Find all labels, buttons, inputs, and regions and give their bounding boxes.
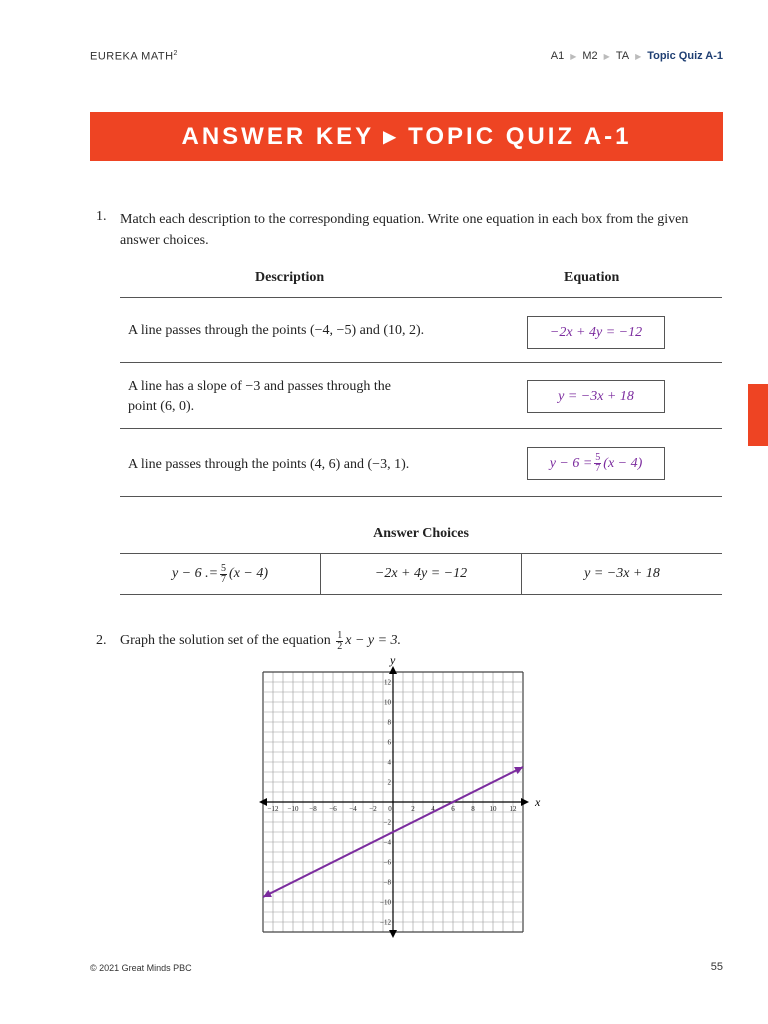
- table-divider: [120, 297, 722, 298]
- y-tick-label: −2: [383, 818, 391, 827]
- numerator: 5: [595, 452, 601, 463]
- description-3: A line passes through the points (4, 6) and (−3, 1).: [128, 457, 410, 472]
- breadcrumb-item[interactable]: A1: [550, 50, 565, 62]
- denominator: 7: [595, 463, 601, 474]
- y-tick-label: 6: [387, 738, 391, 747]
- y-tick-label: −8: [383, 878, 391, 887]
- y-tick-label: −10: [380, 898, 391, 907]
- numerator: 5: [221, 562, 227, 574]
- x-axis-label: x: [535, 795, 541, 809]
- choice-1-left: y − 6 .=: [171, 566, 219, 581]
- description-2: [128, 377, 391, 417]
- x-tick-label: 12: [509, 805, 517, 813]
- y-axis-arrow-icon: [389, 666, 397, 674]
- y-axis-arrow-icon: [389, 930, 397, 938]
- breadcrumb-current: Topic Quiz A-1: [647, 50, 723, 62]
- equation-3-right: (x − 4): [603, 455, 643, 471]
- fraction: [594, 453, 601, 474]
- question-2-number: 2.: [96, 633, 107, 648]
- x-tick-label: 2: [411, 805, 415, 813]
- page-title-banner: ANSWER KEY ▸ TOPIC QUIZ A-1: [90, 112, 723, 161]
- breadcrumb-item[interactable]: M2: [582, 50, 598, 62]
- axes: [259, 653, 541, 938]
- x-tick-label: −2: [369, 805, 377, 813]
- y-tick-label: 8: [387, 718, 391, 727]
- x-axis-arrow-icon: [521, 798, 529, 806]
- answer-choice-1: [120, 554, 320, 594]
- coordinate-graph[interactable]: [255, 652, 541, 944]
- answer-choices-table: [120, 553, 722, 595]
- side-tab: [748, 384, 768, 446]
- brand: EUREKA MATH$^2$: [90, 50, 178, 63]
- y-tick-label: 10: [384, 698, 391, 707]
- denominator: 7: [221, 573, 227, 585]
- breadcrumb-separator-icon: ▶: [603, 51, 610, 61]
- x-tick-label: 0: [388, 805, 392, 813]
- breadcrumb: [551, 50, 723, 62]
- numerator: 1: [337, 629, 343, 641]
- table-divider: [120, 428, 722, 429]
- x-tick-label: −4: [349, 805, 357, 813]
- prompt-equation-rest: x − y = 3.: [345, 633, 402, 648]
- equation-box-3[interactable]: [527, 447, 665, 480]
- y-tick-label: 4: [387, 758, 391, 767]
- denominator: 2: [337, 640, 343, 652]
- description-1: A line passes through the points (−4, −5) and (10, 2).: [128, 323, 425, 338]
- x-tick-label: 10: [489, 805, 497, 813]
- answer-choice-3: y = −3x + 18: [521, 554, 722, 594]
- table-divider: [120, 496, 722, 497]
- question-2-prompt: [120, 627, 401, 655]
- page-number: 55: [710, 961, 723, 973]
- breadcrumb-item[interactable]: TA: [615, 50, 630, 62]
- prompt-text: Graph the solution set of the equation: [120, 633, 331, 648]
- fraction: [336, 631, 343, 652]
- column-header-equation: Equation: [564, 270, 620, 285]
- y-tick-label: −4: [383, 838, 391, 847]
- x-tick-label: −10: [287, 805, 299, 813]
- equation-box-2[interactable]: y = −3x + 18: [527, 380, 665, 413]
- breadcrumb-separator-icon: ▶: [635, 51, 642, 61]
- x-tick-label: 4: [431, 805, 435, 813]
- description-2-line-2: point (6, 0).: [128, 399, 195, 414]
- choice-1-right: (x − 4): [229, 566, 269, 581]
- breadcrumb-separator-icon: ▶: [570, 51, 577, 61]
- table-divider: [120, 362, 722, 363]
- y-axis-label: y: [390, 653, 396, 667]
- x-tick-label: 8: [471, 805, 475, 813]
- x-tick-label: 6: [451, 805, 455, 813]
- question-1-prompt: Match each description to the corresponding equation. Write one equation in each box from the given answer choices.: [120, 212, 689, 248]
- column-header-description: Description: [255, 270, 325, 285]
- description-2-line-1: A line has a slope of −3 and passes through the: [128, 379, 391, 394]
- equation-box-1[interactable]: −2x + 4y = −12: [527, 316, 665, 349]
- copyright: © 2021 Great Minds PBC: [90, 963, 192, 973]
- y-tick-label: −6: [383, 858, 391, 867]
- y-tick-label: 12: [384, 678, 391, 687]
- y-tick-label: −12: [380, 918, 391, 927]
- y-tick-label: 2: [387, 778, 391, 787]
- answer-choices-title: Answer Choices: [373, 526, 469, 541]
- equation-3-left: y − 6 =: [549, 455, 593, 471]
- x-tick-label: −6: [329, 805, 337, 813]
- x-tick-label: −8: [309, 805, 317, 813]
- question-1-number: 1.: [96, 209, 107, 224]
- x-tick-label: −12: [267, 805, 279, 813]
- answer-choice-2: −2x + 4y = −12: [320, 554, 521, 594]
- prompt-equation: [334, 627, 401, 655]
- fraction: [220, 564, 227, 585]
